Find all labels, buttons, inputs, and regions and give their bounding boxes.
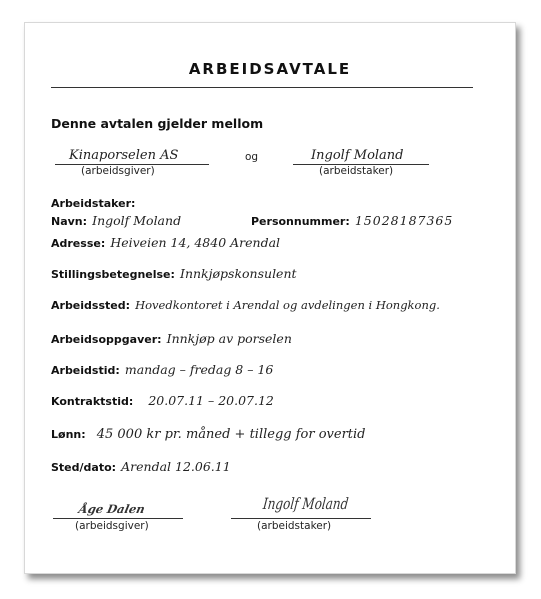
field-navn [51,210,181,229]
field-label: Stillingsbetegnelse: [51,268,175,281]
field-arbeidssted [51,294,440,313]
employer-name: Kinaporselen AS [69,148,179,163]
field-label: Kontraktstid: [51,395,134,408]
field-label: Sted/dato: [51,461,117,474]
field-lonn [51,423,366,442]
field-label: Lønn: [51,428,86,441]
field-value: 15028187365 [354,213,454,228]
field-adresse [51,232,280,251]
title-divider [51,87,473,88]
connector-og: og [245,151,259,163]
employee-signature-line [231,518,371,519]
contract-document [24,22,516,574]
employee-caption: (arbeidstaker) [319,165,394,177]
field-value: Arendal 12.06.11 [121,459,231,474]
field-personnummer [251,210,453,229]
field-sted-dato [51,456,231,475]
field-value: Innkjøp av porselen [166,331,292,346]
field-label: Arbeidsoppgaver: [51,333,162,346]
section-label: Arbeidstaker: [51,197,136,210]
field-label: Adresse: [51,237,106,250]
field-label: Arbeidssted: [51,299,131,312]
intro-heading: Denne avtalen gjelder mellom [51,116,264,131]
field-value: 45 000 kr pr. måned + tillegg for overtid [96,427,366,442]
field-label: Personnummer: [251,215,350,228]
field-label: Arbeidstid: [51,364,120,377]
employer-signature: Åge Dalen [77,502,147,516]
field-value: Innkjøpskonsulent [180,266,297,281]
field-value: mandag – fredag 8 – 16 [124,362,274,377]
field-value: 20.07.11 – 20.07.12 [148,393,274,408]
field-arbeidstid [51,359,273,378]
employer-signature-line [53,518,183,519]
field-value: Hovedkontoret i Arendal og avdelingen i Hongkong. [135,298,440,312]
field-arbeidsoppgaver [51,328,292,347]
field-value: Heiveien 14, 4840 Arendal [110,235,281,250]
field-kontraktstid [51,390,274,409]
employer-caption: (arbeidsgiver) [81,165,155,177]
employee-signature: Ingolf Moland [262,494,350,514]
field-stilling [51,263,297,282]
employer-signature-caption: (arbeidsgiver) [75,520,149,532]
employee-signature-caption: (arbeidstaker) [257,520,332,532]
employee-name: Ingolf Moland [311,148,404,163]
field-label: Navn: [51,215,88,228]
document-title: ARBEIDSAVTALE [188,60,352,78]
field-value: Ingolf Moland [92,213,182,228]
